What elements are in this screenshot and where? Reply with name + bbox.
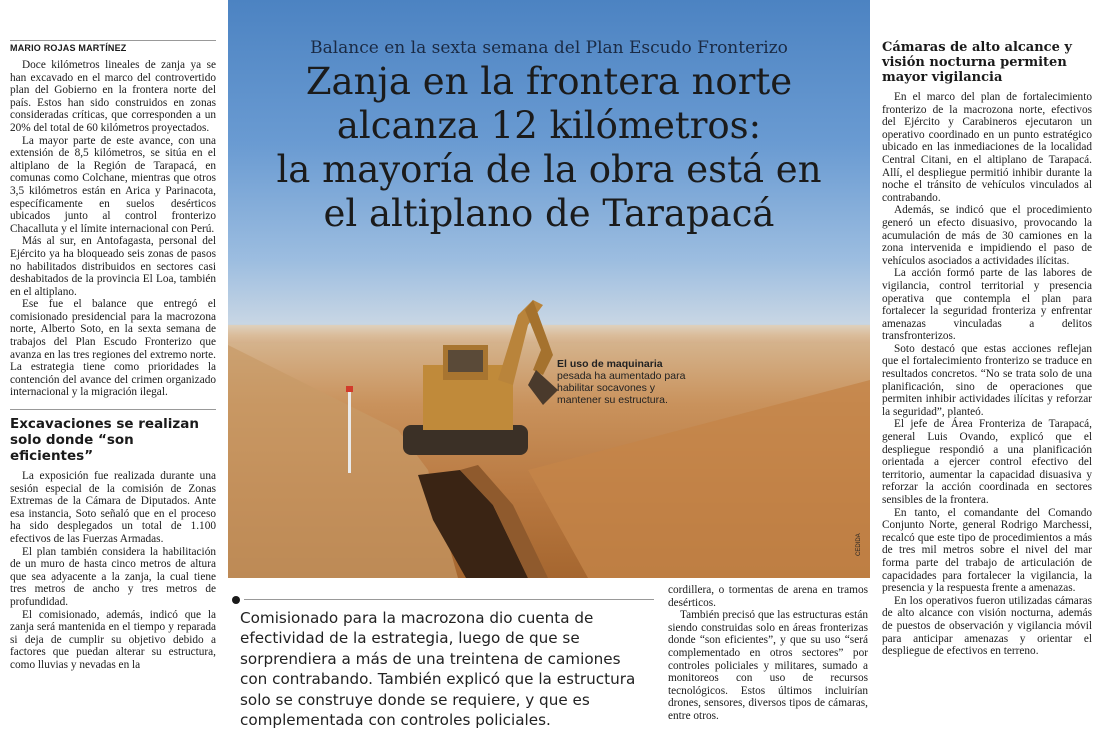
headline-line: la mayoría de la obra está en [276, 148, 822, 191]
section-subhead: Excavaciones se realizan solo donde “son eficientes” [10, 409, 216, 464]
article-paragraph: Además, se indicó que el procedimiento generó un efecto disuasivo, provocando la acumulación de más de 30 camiones en la zona intervenida e impidiendo el paso de vehículos asociados a actividades ilícitas. [882, 204, 1092, 267]
article-paragraph: La mayor parte de este avance, con una extensión de 8,5 kilómetros, se sitúa en el altiplano de la Región de Tarapacá, en comunas como Colchane, mientras que otros 3,5 kilómetros están en Arica y Parinacota, específicamente en suelos desérticos ubicados junto al control fronterizo Chacalluta y el límite internacional con Perú. [10, 134, 216, 235]
sidebar-subhead: Cámaras de alto alcance y visión nocturna permiten mayor vigilancia [882, 40, 1072, 85]
lead-photo [228, 0, 870, 578]
article-paragraph: La exposición fue realizada durante una sesión especial de la comisión de Zonas Extremas de la Cámara de Diputados. Ante esa instancia, Soto señaló que en el proceso ha sido desplegados un total de 1.100 efectivos de las Fuerzas Armadas. [10, 470, 216, 545]
survey-pole [348, 388, 351, 473]
excavator [403, 300, 558, 455]
article-paragraph: Ese fue el balance que entregó el comisionado presidencial para la macrozona norte, Alberto Soto, en la sexta semana de trabajos del Plan Escudo Fronterizo que avanza en las tres regiones del extremo norte. La estrategia tiene como prioridades la contención del avance del crimen organizado internacional y la migración ilegal. [10, 298, 216, 399]
article-paragraph: Soto destacó que estas acciones reflejan que el fortalecimiento fronterizo se traduce en resultados concretos. “No se trata solo de una planificación, sino de operaciones que permiten inhibir actividades ilícitas y reforzar la seguridad”, planteó. [882, 342, 1092, 418]
article-paragraph: La acción formó parte de las labores de vigilancia, control territorial y presencia operativa que contempla el plan para fortalecer la seguridad fronteriza y enfrentar amenazas vinculadas a delitos transfronterizos. [882, 267, 1092, 343]
pull-quote-rule [244, 599, 654, 600]
photo-caption-lead: El uso de maquinaria [557, 358, 663, 370]
article-paragraph: En los operativos fueron utilizadas cámaras de alto alcance con visión nocturna, además de puestos de observación y vigilancia móvil para anticipar amenazas y orientar el despliegue de efectivos en terreno. [882, 594, 1092, 658]
photo-credit: CEDIDA [856, 533, 862, 556]
pull-quote [232, 598, 652, 730]
headline-line: Zanja en la frontera norte [305, 60, 793, 103]
article-paragraph: En tanto, el comandante del Comando Conjunto Norte, general Rodrigo Marchessi, recalcó que este tipo de procedimientos a más de tres mil metros sobre el nivel del mar forma parte del trabajo de articulación de capacidades para fortalecer la vigilancia, la presencia y la respuesta frente a amenazas. [882, 506, 1092, 595]
headline-line: el altiplano de Tarapacá [323, 192, 775, 235]
middle-column [664, 584, 868, 723]
headline [228, 60, 870, 236]
article-paragraph: También precisó que las estructuras están siendo construidas solo en áreas fronterizas donde “son eficientes”, y que su uso “será complementado en otros sectores” por controles policiales y militares, sumado a monitoreos con uso de recursos tecnológicos. Estos últimos incluirían drones, sensores, diversos tipos de cámaras, entre otros. [668, 609, 868, 722]
desert-slope-right [528, 380, 870, 578]
photo-caption [557, 358, 697, 406]
article-paragraph: El jefe de Área Fronteriza de Tarapacá, general Luis Ovando, explicó que el despliegue respondió a una planificación orientada a ejercer control efectivo del territorio, aumentar la capacidad disuasiva y reforzar la acción coordinada en sectores sensibles de la frontera. [882, 418, 1092, 506]
article-paragraph: En el marco del plan de fortalecimiento fronterizo de la macrozona norte, efectivos del Ejército y Carabineros ejecutaron un operativo coordinado en un punto estratégico ubicado en las inmediaciones de la localidad Central Citani, en el altiplano de Tarapacá. Allí, el despliegue permitió inhibir durante la noche el tránsito de vehículos vinculados al contrabando. [882, 91, 1092, 204]
right-column [872, 0, 1100, 658]
bullet-dot-icon [232, 596, 240, 604]
headline-line: alcanza 12 kilómetros: [336, 104, 762, 147]
article-paragraph: El comisionado, además, indicó que la zanja será mantenida en el tiempo y reparada si deja de cumplir su objetivo debido a factores que puedan alterar su estructura, como lluvias y nevadas en la [10, 608, 216, 671]
headline-kicker: Balance en la sexta semana del Plan Escudo Fronterizo [310, 38, 788, 58]
photo-caption-text: pesada ha aumentado para habilitar socavones y mantener su estructura. [557, 370, 686, 406]
byline: MARIO ROJAS MARTÍNEZ [10, 40, 216, 53]
article-paragraph: Doce kilómetros lineales de zanja ya se han excavado en el marco del controvertido plan del Gobierno en la frontera norte del país. Estos han sido construidos en zonas consideradas críticas, que corresponden a un 20% del total de 60 kilómetros proyectados. [10, 59, 216, 134]
article-paragraph: Más al sur, en Antofagasta, personal del Ejército ya ha bloqueado seis zonas de pasos no habilitados distribuidos en sectores casi deshabitados de la provincia El Loa, también en el altiplano. [10, 235, 216, 298]
article-paragraph: El plan también considera la habilitación de un muro de hasta cinco metros de altura que sea adyacente a la zanja, la cual tiene tres metros de ancho y tres metros de profundidad. [10, 545, 216, 608]
pull-quote-text: Comisionado para la macrozona dio cuenta de efectividad de la estrategia, luego de que se sorprendiera a más de una treintena de camiones con contrabando. También explicó que la estructura solo se construye donde se requiere, y que es complementada con controles policiales. [240, 609, 636, 730]
article-paragraph: cordillera, o tormentas de arena en tramos desérticos. [668, 584, 868, 609]
left-column [0, 0, 228, 672]
